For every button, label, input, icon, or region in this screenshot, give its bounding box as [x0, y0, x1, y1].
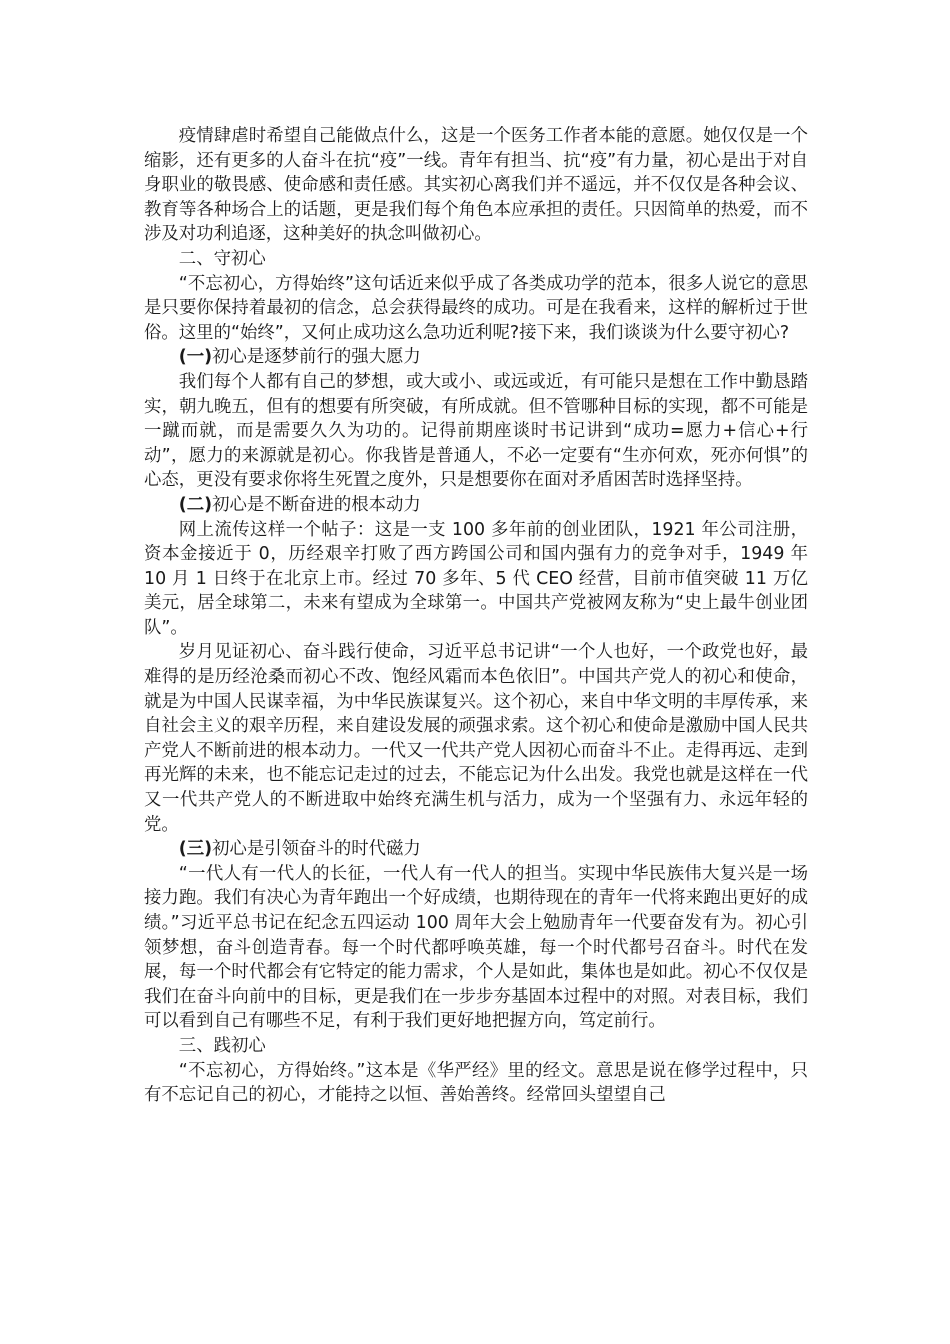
- document-body: [144, 124, 808, 1108]
- paragraph: 岁月见证初心、奋斗践行使命，习近平总书记讲“一个人也好，一个政党也好，最难得的是历经沧桑而初心不改、饱经风霜而本色依旧”。中国共产党人的初心和使命，就是为中国人民谋幸福，为中华民族谋复兴。这个初心，来自中华文明的丰厚传承，来自社会主义的艰辛历程，来自建设发展的顽强求索。这个初心和使命是激励中国人民共产党人不断前进的根本动力。一代又一代共产党人因初心而奋斗不止。走得再远、走到再光辉的未来，也不能忘记走过的过去，不能忘记为什么出发。我党也就是这样在一代又一代共产党人的不断进取中始终充满生机与活力，成为一个坚强有力、永远年轻的党。: [144, 642, 808, 835]
- section-heading: 二、守初心: [178, 248, 266, 269]
- paragraph: “一代人有一代人的长征，一代人有一代人的担当。实现中华民族伟大复兴是一场接力跑。我们有决心为青年跑出一个好成绩，也期待现在的青年一代将来跑出更好的成绩。”习近平总书记在纪念五四运动 100 周年大会上勉励青年一代要奋发有为。初心引领梦想，奋斗创造青春。每一个时代都呼唤英雄，每一个时代都号召奋斗。时代在发展，每一个时代都会有它特定的能力需求，个人是如此，集体也是如此。初心不仅仅是我们在奋斗向前中的目标，更是我们在一步步夯基固本过程中的对照。对表目标，我们可以看到自己有哪些不足，有利于我们更好地把握方向，笃定前行。: [144, 863, 808, 1032]
- subsection-number: (二): [178, 494, 213, 515]
- subsection-number: (三): [178, 839, 213, 860]
- section-heading: 三、践初心: [178, 1035, 266, 1056]
- paragraph: 网上流传这样一个帖子：这是一支 100 多年前的创业团队，1921 年公司注册，资本金接近于 0，历经艰辛打败了西方跨国公司和国内强有力的竞争对手，1949 年 10 月 1 日终于在北京上市。经过 70 多年、5 代 CEO 经营，目前市值突破 11 万亿美元，居全球第二，未来有望成为全球第一。中国共产党被网友称为“史上最牛创业团队”。: [144, 519, 808, 638]
- paragraph: 疫情肆虐时希望自己能做点什么，这是一个医务工作者本能的意愿。她仅仅是一个缩影，还有更多的人奋斗在抗“疫”一线。青年有担当、抗“疫”有力量，初心是出于对自身职业的敬畏感、使命感和责任感。其实初心离我们并不遥远，并不仅仅是各种会议、教育等各种场合上的话题，更是我们每个角色本应承担的责任。只因简单的热爱，而不涉及对功利追逐，这种美好的执念叫做初心。: [144, 126, 808, 245]
- paragraph: “不忘初心，方得始终”这句话近来似乎成了各类成功学的范本，很多人说它的意思是只要你保持着最初的信念，总会获得最终的成功。可是在我看来，这样的解析过于世俗。这里的“始终”，又何止成功这么急功近利呢?接下来，我们谈谈为什么要守初心?: [144, 273, 808, 343]
- paragraph: “不忘初心，方得始终。”这本是《华严经》里的经文。意思是说在修学过程中，只有不忘记自己的初心，才能持之以恒、善始善终。经常回头望望自己: [144, 1060, 808, 1106]
- subsection-heading: [144, 837, 808, 862]
- paragraph: 我们每个人都有自己的梦想，或大或小、或远或近，有可能只是想在工作中勤恳踏实，朝九晚五，但有的想要有所突破，有所成就。但不管哪种目标的实现，都不可能是一蹴而就，而是需要久久为功的。记得前期座谈时书记讲到“成功=愿力+信心+行动”，愿力的来源就是初心。你我皆是普通人，不必一定要有“生亦何欢，死亦何惧”的心态，更没有要求你将生死置之度外，只是想要你在面对矛盾困苦时选择坚持。: [144, 371, 808, 491]
- subsection-number: (一): [178, 347, 213, 368]
- subsection-title: 初心是不断奋进的根本动力: [212, 494, 421, 515]
- subsection-title: 初心是引领奋斗的时代磁力: [212, 839, 421, 860]
- subsection-heading: [144, 345, 808, 370]
- subsection-heading: [144, 493, 808, 518]
- subsection-title: 初心是逐梦前行的强大愿力: [212, 347, 421, 368]
